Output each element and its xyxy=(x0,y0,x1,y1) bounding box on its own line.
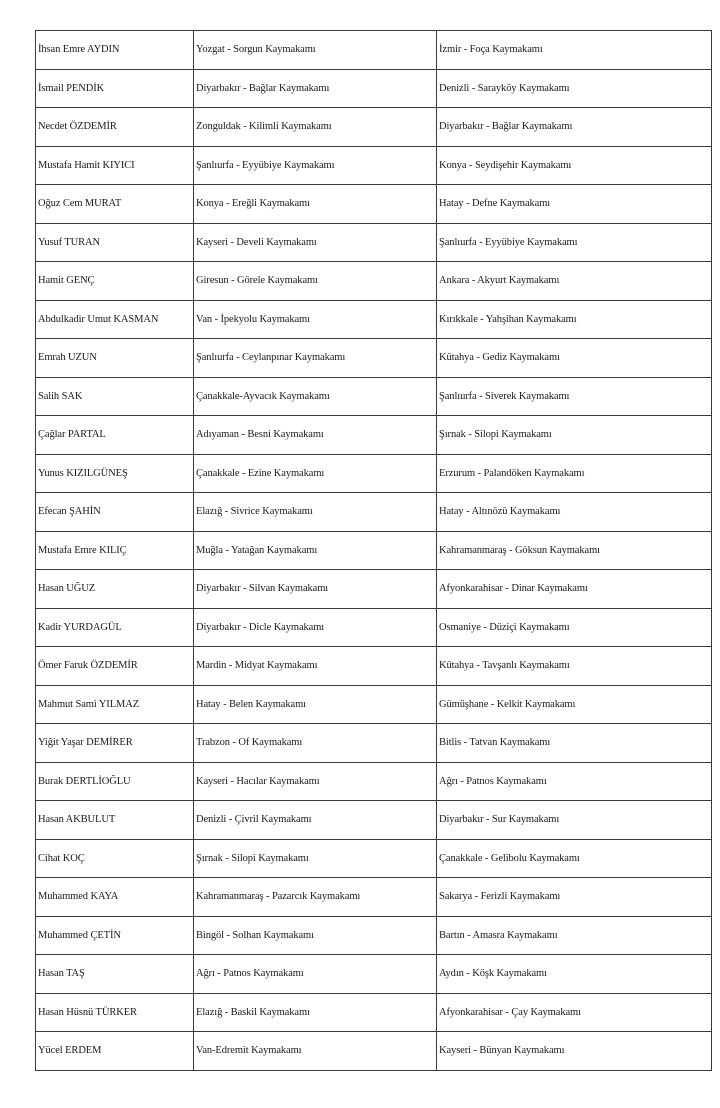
current-post-cell: Çanakkale - Ezine Kaymakamı xyxy=(194,454,437,493)
current-post-cell: Bingöl - Solhan Kaymakamı xyxy=(194,916,437,955)
current-post-cell: Van - İpekyolu Kaymakamı xyxy=(194,300,437,339)
table-row xyxy=(36,69,712,108)
table-row xyxy=(36,1032,712,1071)
person-name-cell: İsmail PENDİK xyxy=(36,69,194,108)
new-post-cell: Konya - Seydişehir Kaymakamı xyxy=(437,146,712,185)
person-name-cell: Yusuf TURAN xyxy=(36,223,194,262)
table-row xyxy=(36,339,712,378)
current-post-cell: Muğla - Yatağan Kaymakamı xyxy=(194,531,437,570)
new-post-cell: Ankara - Akyurt Kaymakamı xyxy=(437,262,712,301)
current-post-cell: Çanakkale-Ayvacık Kaymakamı xyxy=(194,377,437,416)
current-post-cell: Elazığ - Sivrice Kaymakamı xyxy=(194,493,437,532)
person-name-cell: Kadir YURDAGÜL xyxy=(36,608,194,647)
new-post-cell: Ağrı - Patnos Kaymakamı xyxy=(437,762,712,801)
person-name-cell: Efecan ŞAHİN xyxy=(36,493,194,532)
table-row xyxy=(36,223,712,262)
new-post-cell: Bitlis - Tatvan Kaymakamı xyxy=(437,724,712,763)
table-row xyxy=(36,878,712,917)
person-name-cell: Hasan Hüsnü TÜRKER xyxy=(36,993,194,1032)
current-post-cell: Adıyaman - Besni Kaymakamı xyxy=(194,416,437,455)
person-name-cell: Mustafa Emre KILIÇ xyxy=(36,531,194,570)
person-name-cell: Hasan TAŞ xyxy=(36,955,194,994)
person-name-cell: Mustafa Hamit KIYICI xyxy=(36,146,194,185)
new-post-cell: Denizli - Sarayköy Kaymakamı xyxy=(437,69,712,108)
table-row xyxy=(36,300,712,339)
current-post-cell: Yozgat - Sorgun Kaymakamı xyxy=(194,31,437,70)
table-row xyxy=(36,493,712,532)
current-post-cell: Diyarbakır - Bağlar Kaymakamı xyxy=(194,69,437,108)
table-row xyxy=(36,570,712,609)
new-post-cell: Kütahya - Gediz Kaymakamı xyxy=(437,339,712,378)
new-post-cell: Gümüşhane - Kelkit Kaymakamı xyxy=(437,685,712,724)
current-post-cell: Giresun - Görele Kaymakamı xyxy=(194,262,437,301)
person-name-cell: Mahmut Sami YILMAZ xyxy=(36,685,194,724)
person-name-cell: Yunus KIZILGÜNEŞ xyxy=(36,454,194,493)
person-name-cell: Burak DERTLİOĞLU xyxy=(36,762,194,801)
table-row xyxy=(36,531,712,570)
new-post-cell: Afyonkarahisar - Dinar Kaymakamı xyxy=(437,570,712,609)
person-name-cell: Yücel ERDEM xyxy=(36,1032,194,1071)
person-name-cell: Emrah UZUN xyxy=(36,339,194,378)
table-row xyxy=(36,416,712,455)
current-post-cell: Kayseri - Develi Kaymakamı xyxy=(194,223,437,262)
table-row xyxy=(36,262,712,301)
current-post-cell: Trabzon - Of Kaymakamı xyxy=(194,724,437,763)
person-name-cell: Oğuz Cem MURAT xyxy=(36,185,194,224)
table-row xyxy=(36,724,712,763)
table-row xyxy=(36,108,712,147)
table-row xyxy=(36,685,712,724)
current-post-cell: Ağrı - Patnos Kaymakamı xyxy=(194,955,437,994)
new-post-cell: Diyarbakır - Bağlar Kaymakamı xyxy=(437,108,712,147)
table-row xyxy=(36,454,712,493)
person-name-cell: Hasan AKBULUT xyxy=(36,801,194,840)
new-post-cell: Bartın - Amasra Kaymakamı xyxy=(437,916,712,955)
new-post-cell: Diyarbakır - Sur Kaymakamı xyxy=(437,801,712,840)
table-row xyxy=(36,377,712,416)
current-post-cell: Denizli - Çivril Kaymakamı xyxy=(194,801,437,840)
new-post-cell: Erzurum - Palandöken Kaymakamı xyxy=(437,454,712,493)
new-post-cell: Osmaniye - Düziçi Kaymakamı xyxy=(437,608,712,647)
table-row xyxy=(36,647,712,686)
person-name-cell: Hasan UĞUZ xyxy=(36,570,194,609)
current-post-cell: Hatay - Belen Kaymakamı xyxy=(194,685,437,724)
current-post-cell: Şanlıurfa - Eyyübiye Kaymakamı xyxy=(194,146,437,185)
table-row xyxy=(36,608,712,647)
current-post-cell: Konya - Ereğli Kaymakamı xyxy=(194,185,437,224)
person-name-cell: Yiğit Yaşar DEMİRER xyxy=(36,724,194,763)
table-row xyxy=(36,801,712,840)
person-name-cell: İhsan Emre AYDIN xyxy=(36,31,194,70)
new-post-cell: Afyonkarahisar - Çay Kaymakamı xyxy=(437,993,712,1032)
person-name-cell: Cihat KOÇ xyxy=(36,839,194,878)
new-post-cell: Şanlıurfa - Siverek Kaymakamı xyxy=(437,377,712,416)
new-post-cell: Şırnak - Silopi Kaymakamı xyxy=(437,416,712,455)
new-post-cell: Şanlıurfa - Eyyübiye Kaymakamı xyxy=(437,223,712,262)
appointment-table-body xyxy=(36,31,712,1071)
person-name-cell: Necdet ÖZDEMİR xyxy=(36,108,194,147)
current-post-cell: Kayseri - Hacılar Kaymakamı xyxy=(194,762,437,801)
person-name-cell: Çağlar PARTAL xyxy=(36,416,194,455)
new-post-cell: Hatay - Defne Kaymakamı xyxy=(437,185,712,224)
table-row xyxy=(36,916,712,955)
table-row xyxy=(36,839,712,878)
new-post-cell: İzmir - Foça Kaymakamı xyxy=(437,31,712,70)
person-name-cell: Abdulkadir Umut KASMAN xyxy=(36,300,194,339)
current-post-cell: Kahramanmaraş - Pazarcık Kaymakamı xyxy=(194,878,437,917)
table-row xyxy=(36,955,712,994)
person-name-cell: Muhammed KAYA xyxy=(36,878,194,917)
current-post-cell: Şırnak - Silopi Kaymakamı xyxy=(194,839,437,878)
person-name-cell: Muhammed ÇETİN xyxy=(36,916,194,955)
current-post-cell: Van-Edremit Kaymakamı xyxy=(194,1032,437,1071)
current-post-cell: Şanlıurfa - Ceylanpınar Kaymakamı xyxy=(194,339,437,378)
new-post-cell: Kırıkkale - Yahşihan Kaymakamı xyxy=(437,300,712,339)
table-row xyxy=(36,185,712,224)
appointment-table xyxy=(35,30,712,1071)
new-post-cell: Çanakkale - Gelibolu Kaymakamı xyxy=(437,839,712,878)
new-post-cell: Sakarya - Ferizli Kaymakamı xyxy=(437,878,712,917)
new-post-cell: Kahramanmaraş - Göksun Kaymakamı xyxy=(437,531,712,570)
table-row xyxy=(36,31,712,70)
table-row xyxy=(36,146,712,185)
current-post-cell: Diyarbakır - Dicle Kaymakamı xyxy=(194,608,437,647)
current-post-cell: Elazığ - Baskil Kaymakamı xyxy=(194,993,437,1032)
current-post-cell: Zonguldak - Kilimli Kaymakamı xyxy=(194,108,437,147)
person-name-cell: Hamit GENÇ xyxy=(36,262,194,301)
new-post-cell: Hatay - Altınözü Kaymakamı xyxy=(437,493,712,532)
new-post-cell: Aydın - Köşk Kaymakamı xyxy=(437,955,712,994)
current-post-cell: Mardin - Midyat Kaymakamı xyxy=(194,647,437,686)
new-post-cell: Kayseri - Bünyan Kaymakamı xyxy=(437,1032,712,1071)
new-post-cell: Kütahya - Tavşanlı Kaymakamı xyxy=(437,647,712,686)
current-post-cell: Diyarbakır - Silvan Kaymakamı xyxy=(194,570,437,609)
table-row xyxy=(36,993,712,1032)
person-name-cell: Ömer Faruk ÖZDEMİR xyxy=(36,647,194,686)
table-row xyxy=(36,762,712,801)
person-name-cell: Salih SAK xyxy=(36,377,194,416)
